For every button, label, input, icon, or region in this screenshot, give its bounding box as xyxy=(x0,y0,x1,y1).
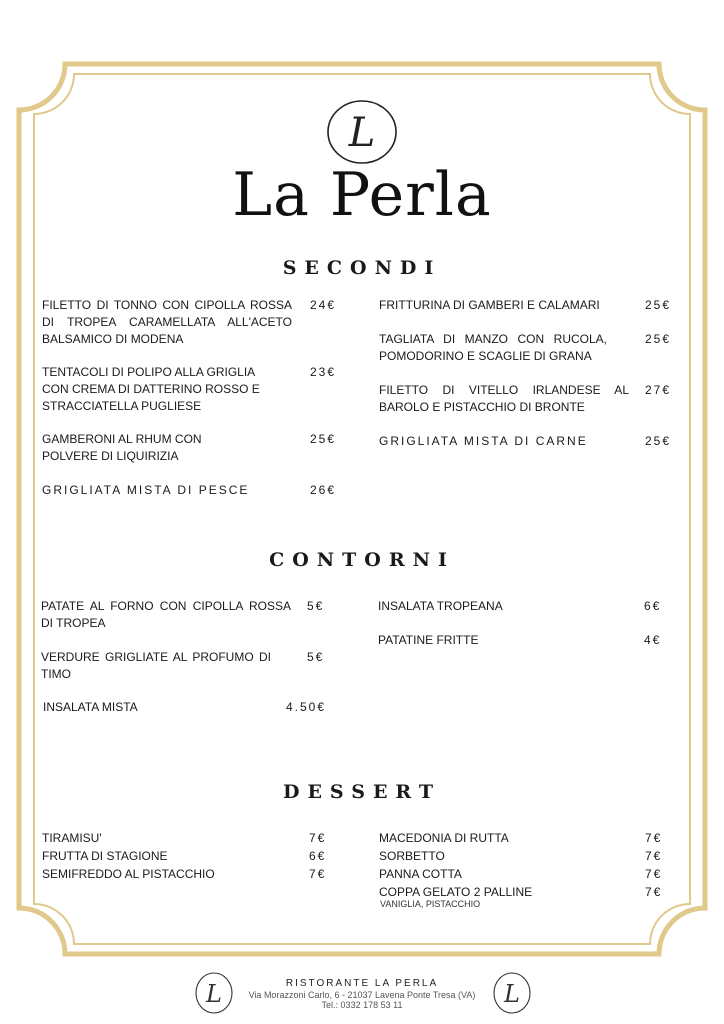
item-price: 24€ xyxy=(310,298,337,312)
item-name: INSALATA TROPEANA xyxy=(378,599,503,613)
item-name: PANNA COTTA xyxy=(379,867,462,881)
item-name: MACEDONIA DI RUTTA xyxy=(379,831,509,845)
item-price: 27€ xyxy=(645,383,672,397)
item-name: VERDURE GRIGLIATE AL PROFUMO DI TIMO xyxy=(41,650,271,681)
item-price: 7€ xyxy=(309,867,327,881)
item-name: SEMIFREDDO AL PISTACCHIO xyxy=(42,867,215,881)
item-price: 5€ xyxy=(307,599,325,613)
logo-emblem xyxy=(322,96,402,168)
restaurant-title: La Perla xyxy=(232,160,492,230)
item-name: PATATINE FRITTE xyxy=(378,633,479,647)
item-price: 5€ xyxy=(307,650,325,664)
item-price: 25€ xyxy=(310,432,337,446)
item-price: 26€ xyxy=(310,483,337,497)
item-name: FRUTTA DI STAGIONE xyxy=(42,849,168,863)
section-heading-secondi: SECONDI xyxy=(282,257,442,279)
logo-letter: L xyxy=(348,110,376,156)
item-price: 4€ xyxy=(644,633,662,647)
item-price: 7€ xyxy=(645,885,663,899)
footer-phone: Tel.: 0332 178 53 11 xyxy=(321,1000,403,1010)
item-price: 7€ xyxy=(645,849,663,863)
footer-restaurant-name: RISTORANTE LA PERLA xyxy=(285,978,439,989)
item-name: TENTACOLI DI POLIPO ALLA GRIGLIA CON CREMA DI DATTERINO ROSSO E STRACCIATELLA PUGLIESE xyxy=(42,365,260,413)
item-name: FILETTO DI TONNO CON CIPOLLA ROSSA DI TROPEA CARAMELLATA ALL'ACETO BALSAMICO DI MODENA xyxy=(42,298,292,346)
section-heading-contorni: CONTORNI xyxy=(269,549,455,571)
item-name: FILETTO DI VITELLO IRLANDESE AL BAROLO E PISTACCHIO DI BRONTE xyxy=(379,383,629,414)
item-price: 7€ xyxy=(309,831,327,845)
item-name: GRIGLIATA MISTA DI CARNE xyxy=(379,434,588,448)
footer-address: Via Morazzoni Carlo, 6 - 21037 Lavena Ponte Tresa (VA) xyxy=(248,990,476,1000)
item-price: 7€ xyxy=(645,867,663,881)
item-name: TIRAMISU' xyxy=(42,831,102,845)
item-price: 25€ xyxy=(645,298,672,312)
item-price: 6€ xyxy=(644,599,662,613)
item-price: 25€ xyxy=(645,434,672,448)
item-description: VANIGLIA, PISTACCHIO xyxy=(380,899,481,909)
section-heading-dessert: DESSERT xyxy=(282,781,442,803)
footer-logo-letter: L xyxy=(206,980,222,1008)
footer xyxy=(0,978,724,1010)
item-price: 25€ xyxy=(645,332,672,346)
footer-logo-letter: L xyxy=(504,980,520,1008)
item-name: SORBETTO xyxy=(379,849,445,863)
item-name: COPPA GELATO 2 PALLINE xyxy=(379,885,533,899)
item-name: GRIGLIATA MISTA DI PESCE xyxy=(42,483,250,497)
item-name: FRITTURINA DI GAMBERI E CALAMARI xyxy=(379,298,600,312)
item-name: GAMBERONI AL RHUM CON POLVERE DI LIQUIRIZIA xyxy=(42,432,202,463)
item-name: TAGLIATA DI MANZO CON RUCOLA, POMODORINO E SCAGLIE DI GRANA xyxy=(379,332,607,363)
item-price: 6€ xyxy=(309,849,327,863)
item-price: 4.50€ xyxy=(286,700,327,714)
item-name: PATATE AL FORNO CON CIPOLLA ROSSA DI TROPEA xyxy=(41,599,291,630)
item-price: 7€ xyxy=(645,831,663,845)
item-name: INSALATA MISTA xyxy=(43,700,138,714)
item-price: 23€ xyxy=(310,365,337,379)
